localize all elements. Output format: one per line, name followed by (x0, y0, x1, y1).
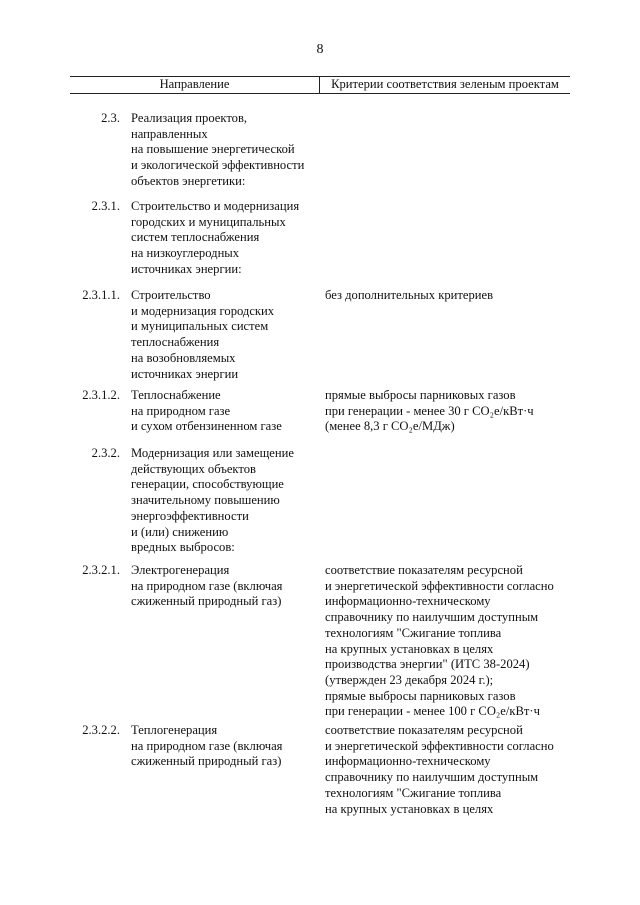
criteria-line: технологиям "Сжигание топлива (325, 785, 502, 800)
direction-line: объектов энергетики: (131, 173, 246, 188)
direction-line: действующих объектов (131, 461, 256, 476)
criteria-line: справочнику по наилучшим доступным (325, 610, 539, 625)
criteria-line: при генерации - менее 30 г CO₂e/кВт·ч (325, 403, 534, 418)
criteria-line: соответствие показателям ресурсной (325, 723, 523, 737)
direction-line: Строительство (131, 288, 211, 302)
row-criteria (325, 288, 575, 304)
row-direction (131, 563, 321, 610)
direction-line: и модернизация городских (131, 303, 275, 318)
direction-line: на природном газе (131, 403, 231, 418)
direction-line: направленных (131, 126, 208, 141)
direction-line: теплоснабжения (131, 335, 220, 350)
direction-line: источниках энергии (131, 366, 239, 381)
row-direction (131, 723, 321, 770)
row-direction (131, 446, 321, 556)
table-header (70, 76, 570, 94)
criteria-line: на крупных установках в целях (325, 801, 494, 816)
row-number: 2.3.1. (91, 199, 120, 213)
direction-line: на природном газе (включая (131, 578, 283, 593)
direction-line: энергоэффективности (131, 508, 249, 523)
direction-line: и (или) снижению (131, 524, 229, 539)
header-bottom-rule (70, 93, 570, 94)
row-number: 2.3.2.1. (82, 563, 120, 577)
header-criteria: Критерии соответствия зеленым проектам (331, 77, 559, 91)
criteria-line: на крупных установках в целях (325, 641, 494, 656)
row-number: 2.3.2. (91, 446, 120, 460)
row-number: 2.3. (101, 111, 120, 125)
direction-line: городских и муниципальных (131, 214, 286, 229)
row-number: 2.3.1.2. (82, 388, 120, 402)
direction-line: систем теплоснабжения (131, 230, 260, 245)
direction-line: на низкоуглеродных (131, 246, 240, 261)
row-direction (131, 388, 321, 435)
criteria-line: информационно-техническому (325, 594, 491, 609)
row-criteria (325, 723, 575, 817)
direction-line: Строительство и модернизация (131, 199, 300, 213)
criteria-line: справочнику по наилучшим доступным (325, 770, 539, 785)
direction-line: на возобновляемых (131, 350, 236, 365)
criteria-line: производства энергии" (ИТС 38-2024) (325, 657, 530, 672)
direction-line: сжиженный природный газ) (131, 594, 282, 609)
direction-line: Теплоснабжение (131, 388, 221, 402)
direction-line: Теплогенерация (131, 723, 218, 737)
direction-line: генерации, способствующие (131, 477, 284, 492)
criteria-line: соответствие показателям ресурсной (325, 563, 523, 577)
direction-line: Реализация проектов, (131, 111, 248, 125)
direction-line: и экологической эффективности (131, 158, 305, 173)
direction-line: вредных выбросов: (131, 540, 235, 555)
row-direction (131, 199, 321, 278)
criteria-line: технологиям "Сжигание топлива (325, 625, 502, 640)
criteria-line: прямые выбросы парниковых газов (325, 688, 516, 703)
row-criteria (325, 388, 575, 435)
criteria-line: без дополнительных критериев (325, 288, 494, 302)
page-number: 8 (316, 42, 324, 57)
row-direction (131, 288, 321, 382)
direction-line: и сухом отбензиненном газе (131, 419, 282, 434)
direction-line: сжиженный природный газ) (131, 754, 282, 769)
header-direction: Направление (159, 77, 230, 91)
direction-line: и муниципальных систем (131, 319, 269, 334)
criteria-line: (менее 8,3 г CO₂e/МДж) (325, 419, 455, 434)
criteria-line: информационно-техническому (325, 754, 491, 769)
row-direction (131, 111, 321, 190)
direction-line: источниках энергии: (131, 261, 242, 276)
criteria-line: при генерации - менее 100 г CO₂e/кВт·ч (325, 704, 540, 719)
direction-line: на природном газе (включая (131, 738, 283, 753)
criteria-line: и энергетической эффективности согласно (325, 578, 554, 593)
row-number: 2.3.1.1. (82, 288, 120, 302)
criteria-line: (утвержден 23 декабря 2024 г.); (325, 672, 494, 687)
row-number: 2.3.2.2. (82, 723, 120, 737)
direction-line: Электрогенерация (131, 563, 230, 577)
criteria-line: и энергетической эффективности согласно (325, 738, 554, 753)
criteria-line: прямые выбросы парниковых газов (325, 388, 516, 402)
direction-line: Модернизация или замещение (131, 446, 294, 460)
direction-line: на повышение энергетической (131, 142, 295, 157)
direction-line: значительному повышению (131, 493, 280, 508)
row-criteria (325, 563, 575, 720)
